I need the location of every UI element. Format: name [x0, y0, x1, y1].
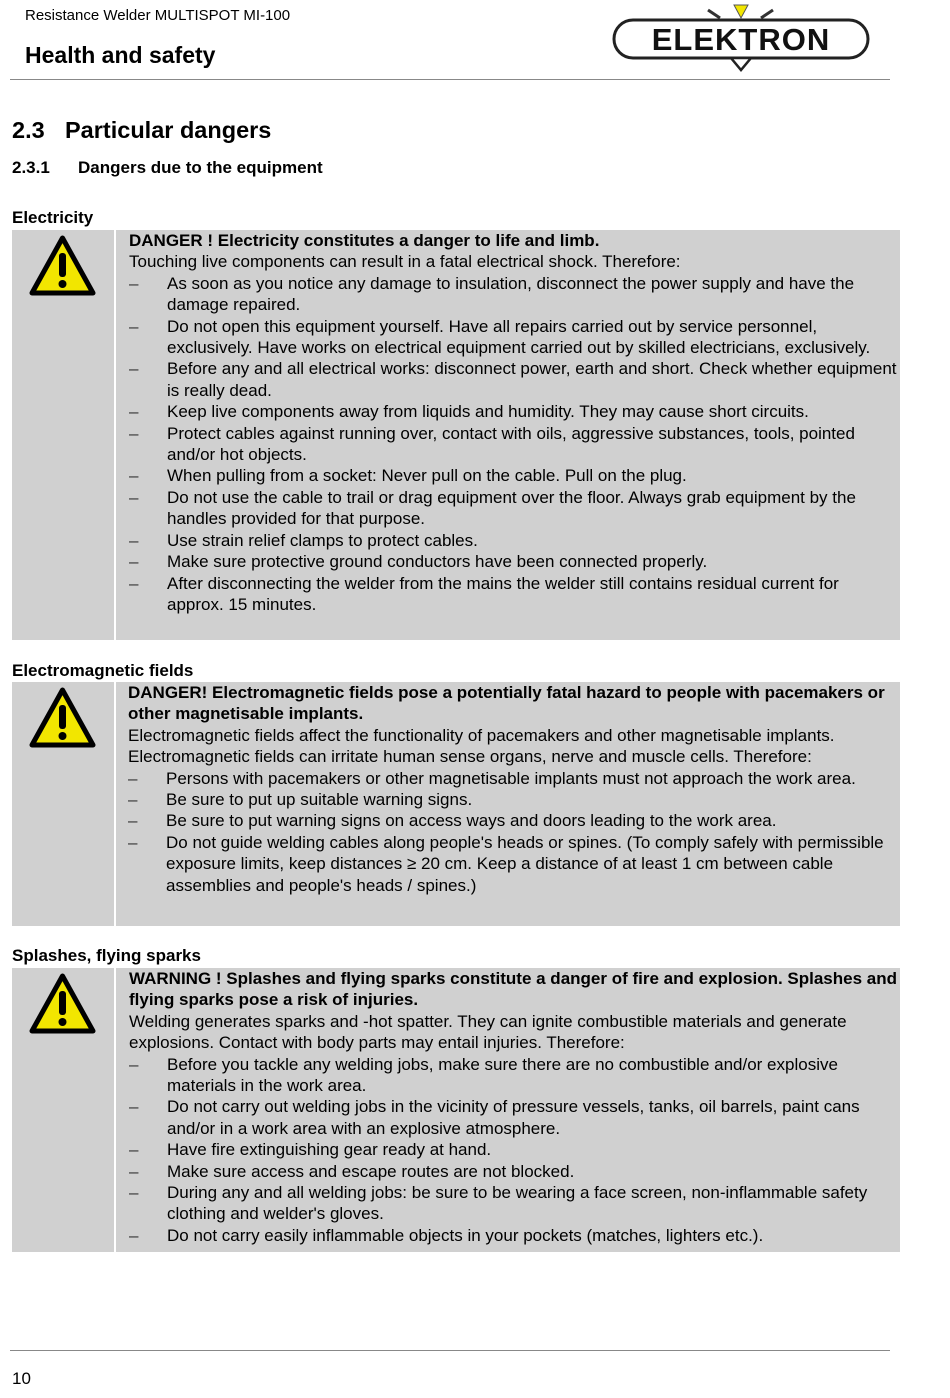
list-item: – Before you tackle any welding jobs, make sure there are no combustible and/or explosive materials in the work area. [129, 1054, 898, 1097]
electromagnetic-box [12, 682, 900, 926]
chapter-title: Health and safety [25, 42, 216, 68]
page-number: 10 [12, 1369, 31, 1388]
section-heading: 2.3 Particular dangers [12, 117, 272, 143]
list-item: – Do not carry easily inflammable objects in your pockets (matches, lighters etc.). [129, 1225, 898, 1246]
electricity-intro: Touching live components can result in a fatal electrical shock. Therefore: [129, 252, 681, 272]
splashes-title: Splashes, flying sparks [12, 946, 201, 965]
splashes-heading: WARNING ! Splashes and flying sparks constitute a danger of fire and explosion. Splashes and flying sparks pose a risk of injuries. [129, 969, 897, 1010]
list-item: – Keep live components away from liquids and humidity. They may cause short circuits. [129, 401, 898, 422]
electromagnetic-intro: Electromagnetic fields affect the functionality of pacemakers and other magnetisable implants. Electromagnetic fields can irritate human sense organs, nerve and muscle cells. Therefore: [128, 725, 835, 767]
list-item: – Use strain relief clamps to protect cables. [129, 530, 898, 551]
electricity-box [12, 230, 900, 640]
list-item: – When pulling from a socket: Never pull on the cable. Pull on the plug. [129, 465, 898, 486]
list-item: – As soon as you notice any damage to insulation, disconnect the power supply and have the damage repaired. [129, 273, 898, 316]
list-item: – Be sure to put up suitable warning signs. [128, 789, 898, 810]
list-item: – Make sure protective ground conductors have been connected properly. [129, 551, 898, 572]
electricity-list [129, 273, 898, 616]
document-title: Resistance Welder MULTISPOT MI-100 [25, 7, 291, 24]
electromagnetic-title: Electromagnetic fields [12, 661, 194, 680]
list-item: – Have fire extinguishing gear ready at hand. [129, 1139, 898, 1160]
footer-divider [10, 1350, 890, 1351]
subsection-heading: 2.3.1 Dangers due to the equipment [12, 158, 323, 177]
list-item: – After disconnecting the welder from the mains the welder still contains residual current for approx. 15 minutes. [129, 573, 898, 616]
warning-triangle-icon [29, 687, 96, 749]
list-item: – Persons with pacemakers or other magnetisable implants must not approach the work area. [128, 768, 898, 789]
splashes-intro: Welding generates sparks and -hot spatter. They can ignite combustible materials and generate explosions. Contact with body parts may entail injuries. Therefore: [129, 1011, 847, 1053]
list-item: – Make sure access and escape routes are not blocked. [129, 1161, 898, 1182]
list-item: – During any and all welding jobs: be sure to be wearing a face screen, non-inflammable safety clothing and welder's gloves. [129, 1182, 898, 1225]
splashes-list [129, 1054, 898, 1247]
electromagnetic-list [128, 768, 898, 896]
list-item: – Do not use the cable to trail or drag equipment over the floor. Always grab equipment by the handles provided for that purpose. [129, 487, 898, 530]
electromagnetic-heading: DANGER! Electromagnetic fields pose a potentially fatal hazard to people with pacemakers or other magnetisable implants. [128, 683, 885, 724]
list-item: – Do not guide welding cables along people's heads or spines. (To comply safely with permissible exposure limits, keep distances ≥ 20 cm. Keep a distance of at least 1 cm between cable assemblies and people's heads / spines.) [128, 832, 898, 896]
warning-triangle-icon [29, 973, 96, 1035]
electricity-heading: DANGER ! Electricity constitutes a danger to life and limb. [129, 231, 600, 250]
electricity-title: Electricity [12, 208, 94, 227]
list-item: – Before any and all electrical works: disconnect power, earth and short. Check whether equipment is really dead. [129, 358, 898, 401]
header-divider [10, 79, 890, 80]
splashes-box [12, 968, 900, 1252]
warning-triangle-icon [29, 235, 96, 297]
elektron-logo [608, 0, 874, 72]
list-item: – Protect cables against running over, contact with oils, aggressive substances, tools, pointed and/or hot objects. [129, 423, 898, 466]
list-item: – Do not carry out welding jobs in the vicinity of pressure vessels, tanks, oil barrels, paint cans and/or in a work area with an explosive atmosphere. [129, 1096, 898, 1139]
list-item: – Be sure to put warning signs on access ways and doors leading to the work area. [128, 810, 898, 831]
logo-text: ELEKTRON [651, 22, 831, 57]
list-item: – Do not open this equipment yourself. Have all repairs carried out by service personnel, exclusively. Have works on electrical equipment carried out by skilled electricians, exclusively. [129, 316, 898, 359]
